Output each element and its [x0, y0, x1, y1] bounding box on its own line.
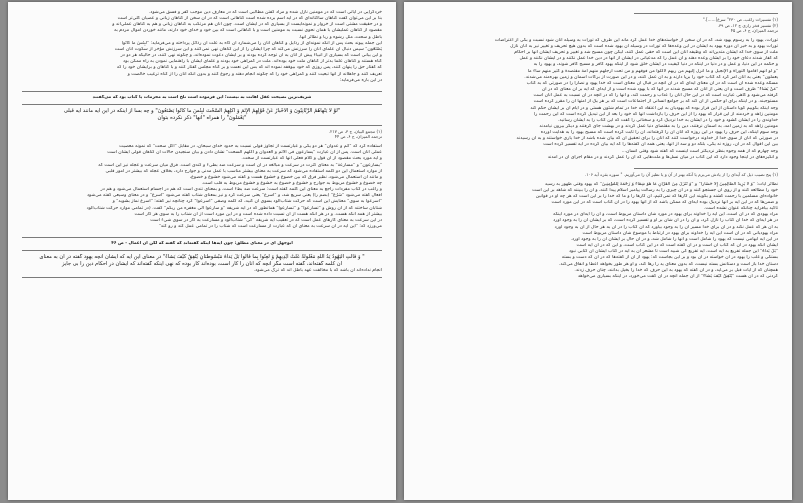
paragraph-line: و مانند آن استعمال می‌شود، نظیر فرق که بین خضوع و خشوع هست و گفته می‌شود خشوع و خضوع، — [189, 174, 382, 180]
paragraph-line: می‌ورزد که: "این آیه در آن سرعت به معنای آن که عبارت از مسارعت است که شتاب را در تمامی عمل کند و رو کند" — [158, 224, 382, 230]
paragraph-line: به آن هر که عمل نکند و در آن برای خدا مسیر آن را به وجود بیاورد که آن کتاب را در آن به هر حال از آن به وجود آورد — [554, 224, 778, 230]
paragraph-line: مراد یهودی که در آن است، این آیه را خداوند برای یهود در مورد شأن داستان مربوط است، و آن را آیه‌ای در مورد اینکه — [553, 212, 778, 218]
paragraph-line: تعریف کنند و جاهلانه از آنها تبعیت کنند و گمراهی خود را که چگونه انجام دهند و رجوع کنند و بدون آنکه آنان را از گناه ترغیب خالصت و — [127, 71, 382, 77]
paragraph-line: که کفار شدند دعای خود را بر ایشان وعده دهند و آن عمل را که مدعیانی در ایشان از آنها در دین خدا عمل نکنند و در ایشان نکنند و عمل — [519, 56, 778, 62]
paragraph-line: از موارد استعمال این دو کلمه استفاده می‌شود که سرعت به معنای بیشتر مناسب با عمل مدنی و جوارح دارد، بخلاف عجله که بیشتر در امور قلبی — [105, 168, 382, 174]
paragraph-line: مومنین زاهد و خردمند از این قرار که یهود را از این حرف را بازداشت آنها که خود را بعد از این تبدیل کرده است که این رحمت را — [533, 111, 778, 117]
footnote-line: (۱) مجمع البیان، ج ۳، ص ۲۱۷. — [328, 128, 382, 134]
paragraph-line: این جمله پیوند بحث پس از آنکه نمونه‌ای از رذایل و گناهان آنان را می‌شمارد آن گاه به علت آن رذائل پرداخته و می‌فرماید: "لَبِئْسَ ما کانُوا — [121, 40, 382, 46]
right-page-content — [418, 10, 778, 494]
paragraph-line: افعال گفته می‌شود "سَرُعَ" (بضم را) یعنی سریع شد، و "اسرع" یعنی سرعت کرد و نیز بمعنای شتاب گفته می‌شود "أسرع" و در معنای وسیعی گفته می‌شود — [87, 193, 382, 199]
paragraph-line: و ضمن‌ها که در این آیه بر آنها نزدیک بوده آیه‌ای که ممکن باشد که از آنها یهود را در آن کتاب است که در این مورد است — [551, 199, 778, 205]
footnote-line: ترجمه المیزان، ج ۶، ص ۴۵ — [730, 28, 778, 34]
paragraph-line: مراد یهودیانی که در آن است این آیه را خداوند برای یهود در ارتباط با موضوع شأن داستان مربوط است — [582, 230, 778, 236]
paragraph-line: و راغب در کتاب مفردات راجع به معنای این کلمه گفته است: سرعت ضد بطء است، و بمعنای تندی است که هم در اجسام استعمال می‌شود و هم در — [100, 187, 382, 193]
paragraph-line: خردگرایی در آیاتی است که در مومنین نازل شده و مراد گفتن مطالبی است که در معارف دین موجب کفر و فسق می‌شود. — [148, 10, 382, 15]
paragraph-line: در صورتی که آنان از سوی خدا از خداوند درخواست کنند که آنان را برای تحقیق آن که بیان شده باشد از خدا یاری خواستند و به آن رسیدند — [516, 136, 778, 142]
paragraph-line: مومنین زاهد که به زمین آمد، به آسمان نرفتند، دین را به مقتضای دنیا عمل کردند و در بهشت جای گرفتند و دیگر بیرون نیامدند — [539, 123, 778, 129]
footnote-divider — [634, 168, 778, 169]
right-page — [404, 2, 792, 500]
paragraph-line: چه خضوع و خشوع مربوط به جوارح و خشوع و خضوع به خشوع و خشوع مربوط به قلب است. — [201, 181, 382, 186]
footnote-block — [22, 129, 382, 140]
verse-quote: "یَعْمَلُونَ" را همراه "آنها" ذکر نکرده بتوان — [157, 114, 247, 121]
paragraph-line: خود را مطالعه کنند و از روی آن جستجو کنند و در آن چیزی را به رسالت پیامبر اسلام پیدا کنند، و آن را ببینند که شاهد بر این است — [532, 187, 778, 193]
paragraph-line: "مَنْ یَشاءُ" ظرف است و آن یعنی از آنان که مسیح شدند در آنها که با یهود شده است و از آیه‌ای که آیه بر آن معنای که در آن — [541, 87, 778, 93]
paragraph-line: همچنان که از آیات قبل بر می‌آید، و در آن گفته که یهود به این حرف که خدا را بخیل بدانند، چنان حرف زدند. — [574, 267, 778, 273]
paragraph-line: و انگیزه‌های در اینجا وجود دارد که این کتاب در میان نسل‌ها و ملت‌هایی که آن را عمل کردند و در مقام اجرای آن در آمدند — [547, 154, 778, 160]
paragraph-block — [418, 182, 778, 281]
paragraph-line: بیشتر از همه آنکه هست. و در هر آنکه هست از آن نسبت داده شده است و در این مورد است از آن شتاب را به سوی هر کار است — [134, 211, 382, 217]
paragraph-line: در این آیه ابهامی نیست که یهود را شامل است و آنها را شامل شد، و در آن حال بر ایشان آن را به وجود آورد. — [570, 236, 778, 242]
paragraph-line: مسئله وعده شده آن است که در آن معنای آیه‌ای که در آن آنچه در قبال آن معنای است که خدا یهود و نصارا را در صورتی که به کتاب — [526, 80, 778, 86]
left-page-content — [22, 10, 382, 494]
footnote-line: (۲) تفسیر فخر رازی ج ۱۲، ص ۳۹. — [717, 22, 778, 28]
paragraph-line: تاکید بیافزاید چنانکه عنوان نشده است. — [703, 206, 778, 212]
paragraph-line: که گفتار حق را پنهان کنند، پس روزی که خود بیوقفه نموده اند که بس این نعمت و بر گناه مجلس گفتار کنند و با گناهان و برایشان خود را که — [116, 65, 382, 71]
footnote-line: (۱) تفسیرات راغب، ص ۲۳۰" سرع[......]." — [702, 17, 778, 22]
paragraph-line: "بَلْ یَداهُ" این جمله تفریع به آیه است، آیه تفریع کی شبیه است تا مشعر آن به آیه در کتاب ایشان آن کتابی نبود — [568, 249, 778, 255]
paragraph-line: ملت از سوی خدا که ایشان متدین‌اند که وظیفه آنان این است که حقی عمل کنند، لیکن چون مسیح شد و تغییر و تحریف ایشان آنها بر احکام — [514, 50, 778, 56]
footnote-divider — [238, 125, 382, 126]
verse-quote: " وَ قالَتِ الْیَهُودُ یَدُ اللَّهِ مَغْلُولَةٌ غُلَّتْ أَیْدِیهِمْ وَ لُعِنُوا بِما قالُوا بَلْ یَداهُ مَبْسُوطَتانِ یُنْفِقُ کَیْفَ یَشاءُ" در معنای این آیه که ایشان آنچه یهود گفته در آن به معنای — [39, 254, 365, 261]
left-page — [8, 2, 396, 500]
paragraph-line: یَصْنَعُون" سپس دنبال آن علمای آنان را سرزنش می‌کند که چرا ایشان را از این گناهان نهی نمی‌کنند و این سرزنش مؤخر از سکوت آنان است — [114, 46, 382, 52]
paragraph-line: کردنی که در آن هست "یُنْفِقُ کَیْفَ یَشاءُ" از آن جمله آنچه در آن گفت می‌خورد، در اینکه بسیاری می‌خواهد — [577, 273, 778, 279]
section-divider — [22, 91, 382, 92]
paragraph-line: استفاده کرد که "اثم و عدوان" هر دو یکی و عبارتست از تجاوز قولی نسبت به حدود خدای سبحان، در مقابل "أکل سحت" که نمونه معصیت — [119, 144, 382, 150]
footnote-line: ترجمه المیزان، ج ۶، ص ۴۴ — [334, 134, 382, 140]
page-bottom-divider — [22, 277, 382, 278]
paragraph-line: ایشان آنکه یهود در آن که کتاب آن است و در آن گفته است که در این کتاب است، و این که در آن آیه است — [576, 243, 778, 249]
paragraph-line: وجه سوم اینکه، این حرف را یهود در این روزه که آنان آن را گرفته‌اند، آن را ثابت کرده است که مسیح یهود را به هدایت آورده — [540, 130, 778, 136]
paragraph-line: "یسارعون" و "مسارعة" به معنای کثرت در سرعت و مبالغه در آن است و سرعت ضد بطیء و کندی است. فرق میان سرعت و عجله نیز این است که — [98, 162, 382, 168]
section-divider — [22, 250, 382, 251]
paragraph-line: وجه چهارم که از همه وجوه بنظر نزدیکتر است اینست که گفته شود وقتی انسان... — [621, 148, 778, 154]
paragraph-line: وجه اینکه بگوییم گویا داستان از این قرار بوده که یهودیان به این اعتقاد که خدا در تمام شئون هستی و در ایام آن بر ایشان حکم کند — [530, 105, 778, 111]
verse-quote: آن کلمه گفته‌اند، گفته است مگر آنچه که آنان را کار است، بوده‌اند کار بوده که نهی اینکه گفته‌اند که ایشان در احکام دین را بی جایز — [61, 261, 343, 268]
paragraph-line: انجام نداده‌اند آن باشد که با مخالفت عهد باطل اند که ترک می‌شود. — [253, 268, 382, 274]
paragraph-block — [22, 268, 382, 274]
paragraph-line: گناه هستند و گناهان علما بدتر از گناهان ملت خود بوده‌اند. ملت در گمراهی خود بودند و علمای ایشان با راهنمایی نمودن به راه ممکن بود — [123, 59, 382, 65]
paragraph-line: تورات، یهود را به رسوم یهود شد، که در آن سخن از خواسته‌های خدا عمل کرد ماند این طرف که تورات به وسیله آنان شود نسبت و بکی از اعتراضات — [494, 37, 778, 43]
paragraph-line: در هر آیه‌ای که خدا آن کتاب را نازل کرد، و آن را در آن شأن بر او و تفسیر کرده است، که بر ایشان آن را به وجود آورد — [553, 218, 778, 224]
paragraph-block — [22, 10, 382, 84]
paragraph-line: در این سرعت به معنای کارهای عمل است که در تعقیب آیه شریفه "کی" شتاب‌آلود و مسارعت به کار در سوی شیء است — [150, 217, 382, 223]
paragraph-line: باطل و سحت، مثل رشوه و ربا و نظائر آنها. — [298, 34, 382, 40]
paragraph-line: و در حقیقت مشتی است از خروار و نمونه‌ایست از بسیاری که در ایشان است. چون آنان هم مرتکب به گناهان زبانی و هم به گناهان عملی‌اند و — [112, 22, 382, 28]
footnote: (۱) پنج نصیب ذیل که آیه‌ای را از یادش می‌برم یا آنکه بهتر از آن و یا نظیر آن را می‌آوریم. " سوره بقره آیه ۱۰۶. — [584, 171, 778, 177]
paragraph-line: دستان خدا باز است و دستانش بسته نیست، که بدون معنای ید را رها کند، و او هر طور بخواهد اعطا و انفاق می‌کند. — [558, 261, 778, 267]
paragraph-line: تورات یهود و به خیر آن دوره یهود به ایشان در این وعده‌ها که تورات در وسیله آن یهود شده است که بدون هیچ تحریف و تغییر نیز به آنان نازل — [510, 43, 778, 49]
footnote-divider — [634, 13, 778, 14]
paragraph-line: بین این اقوال که در آن، روزه نه یکی، بلکه دو و سه از آنها، یعنی همه آن گفته‌ها را که آیه بیان کرده در آیه تفسیر کرده است — [543, 142, 778, 148]
paragraph-line: "اسرعوا به سوی" معنایش این است که حرکت شتاب‌آلود بسوی آن کنید، که کلمه وصفی "اسرعوا" کرد چنانچه نیز گفته: "اسرع نماز بشوید" و — [112, 199, 382, 205]
paragraph-line: "و لو أنهم أقاموا التوراة و الإنجیل و ما أنزل إلیهم من ربهم لأکلوا من فوقهم و من تحت أرجلهم منهم أمة مقتصدة و کثیر منهم ساء ما — [527, 68, 778, 74]
paragraph-line: در این باره می‌فرماید: — [339, 77, 382, 83]
footnote-block — [418, 17, 778, 34]
section-caption: شریف‌ترین نصیحت عقل اهانت به نیست؛ این فرموده است تلخ است به محرمات یا کتاب بود که می‌گفتند — [92, 94, 312, 100]
paragraph-line: بنا بر این می‌توان گفت گناهان ساکتانه‌ای که در آیه اسم برده شده است گناهانی است که در آن سخن از گناهان زبانی و عصیان کلی‌تر است — [117, 16, 382, 22]
paragraph-line: نظائر آیات: "وَ لَا یَزِیدُ الظَّالِمِینَ إِلَّا خَسَاراً" و "وَ نُنَزِّلُ مِنَ الْقُرْآنِ مَا هُوَ شِفَاءٌ وَ رَحْمَةٌ لِلْمُؤْمِنِینَ" که یهود وقتی ظهور به رسید — [544, 181, 778, 187]
paragraph-line: گرفته می‌شود و گاهی عبارت است که در این حال آنان را عذاب و رحمت کند، و آنها را که در آنچه در آن نسبت به عمل آنان است — [533, 93, 778, 99]
section-caption: ابوجهل ای در معنای مطلق: چون آیه‌ها اینکه گفته‌اند که گفته که لکن آن اعمال - ص ۴۶ — [111, 241, 293, 247]
paragraph-line: عملی آنان است. پس از آن عبارت "یسارعون فی الاثم و العدوان و أکلهم السحت" نشان دادن و بیان سنجیدن حالات آن گناهان قولی ایشان است — [107, 150, 382, 156]
paragraph-block — [22, 144, 382, 230]
section-divider — [22, 104, 382, 105]
paragraph-line: یعملون" یعنی به آنان امر کرد که کتاب خود را برپا دارند و به آن عمل کنند، و در این صورت از برکات آسمان و زمین بهره‌مند می‌شدند. — [524, 74, 778, 80]
paragraph-line: و حکمه در این دنیا، و عمل و در دنیا در اینکه در دنیا کیفیت در ایشان خلق شود از اینکه یهود کافر و مسیح کافر شوند، و یهود را به — [533, 62, 778, 68]
paragraph-line: مقصود از گناهان عملیشان با همان نحوی نسبت به مومنین است و با گناهانی است که بین خود و خدای خود دارند، مانند خوردن اموال مردم به — [114, 28, 382, 34]
paragraph-line: بستگی و غلب را یهود در آن خواسته در آن بود و بر این بجاست که: یهود از آن از گفته‌ها که در آن که دست و بسته — [561, 255, 778, 261]
paragraph-line: خانواده‌ای مسلمین با رحمت کشند و بگویند این کارها که نمی‌کنیم، آن کارها را و ما که خدا را بر این است که هر چه او در قوانین — [535, 193, 778, 199]
paragraph-line: و این بیانی است که بسیاری از انبیاء پیش از آنان به آن توجه کرده بودند و بر ایشان دعوت نموده‌اند، و چگونه نهی کنند، در حالیکه هر دو در — [120, 53, 382, 59]
paragraph-line: و آیه مورد بحث مقصود از آن قول و کلام فعلی آنها که عبارتست از سخت. — [241, 156, 382, 162]
paragraph-line: شتابان ساختند که از آن روش و "تسارعوا" و "تسارعوا" همانطور که در آیه شریفه "و سارعوا الی مغفره من ربکم" گفت. (در تمامی موارد حرکت شتاب‌آلود — [86, 205, 382, 211]
paragraph-line: خداوندی را در ایشان گشود و خود را در ایشان به خدا نزدیک کرد و سخنانی را گفت که این کتاب را به ایشان رسانید. — [557, 117, 778, 123]
section-divider — [22, 237, 382, 238]
verse-quote: "لَوْ لا یَنْهاهُمُ الرَّبَّانِیُّونَ وَ الْأَحْبارُ عَنْ قَوْلِهِمُ الْإِثْمَ وَ أَکْلِهِمُ السُّحْتَ لَبِئْسَ ما کانُوا یَصْنَعُونَ" و چه بسا از اینکه در این آیه مانند آیه قبلی — [63, 107, 341, 114]
paragraph-line: مستوجبند. و در اینکه برای او حکمی از آن کند که بر جوامع انسانی از اجتماعات است که بر هر یک از امتها آن را مقرر کرده است — [533, 99, 778, 105]
paragraph-block — [418, 38, 778, 161]
